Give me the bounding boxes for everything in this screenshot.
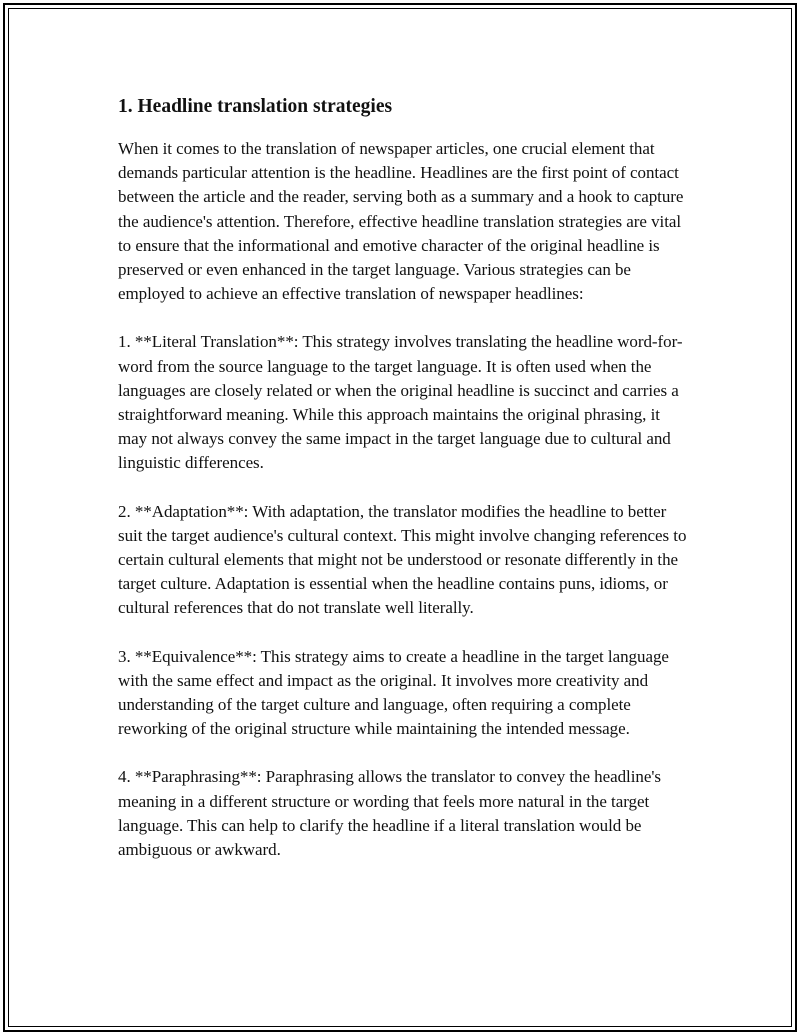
intro-paragraph: When it comes to the translation of newspaper articles, one crucial element that demands particular attention is the headline. Headlines are the first point of contact between the article and the reader, serving both as a summary and a hook to capture the audience's attention. Therefore, effective headline translation strategies are vital to ensure that the informational and emotive character of the original headline is preserved or even enhanced in the target language. Various strategies can be employed to achieve an effective translation of newspaper headlines:: [118, 139, 684, 304]
strategy-adaptation: 2. **Adaptation**: With adaptation, the translator modifies the headline to better suit the target audience's cultural context. This might involve changing references to certain cultural elements that might not be understood or resonate differently in the target culture. Adaptation is essential when the headline contains puns, idioms, or cultural references that do not translate well literally.: [118, 501, 687, 618]
strategy-literal-translation: 1. **Literal Translation**: This strategy involves translating the headline word-for-word from the source language to the target language. It is often used when the languages are closely related or when the original headline is succinct and carries a straightforward meaning. While this approach maintains the original phrasing, it may not always convey the same impact in the target language due to cultural and linguistic differences.: [118, 332, 683, 473]
strategy-paraphrasing: 4. **Paraphrasing**: Paraphrasing allows the translator to convey the headline's meaning in a different structure or wording that feels more natural in the target language. This can help to clarify the headline if a literal translation would be ambiguous or awkward.: [118, 767, 661, 860]
section-heading: 1. Headline translation strategies: [118, 96, 393, 117]
document-body: [118, 93, 690, 886]
strategy-equivalence: 3. **Equivalence**: This strategy aims to create a headline in the target language with the same effect and impact as the original. It involves more creativity and understanding of the target culture and language, often requiring a complete reworking of the original structure while maintaining the intended message.: [118, 646, 669, 739]
